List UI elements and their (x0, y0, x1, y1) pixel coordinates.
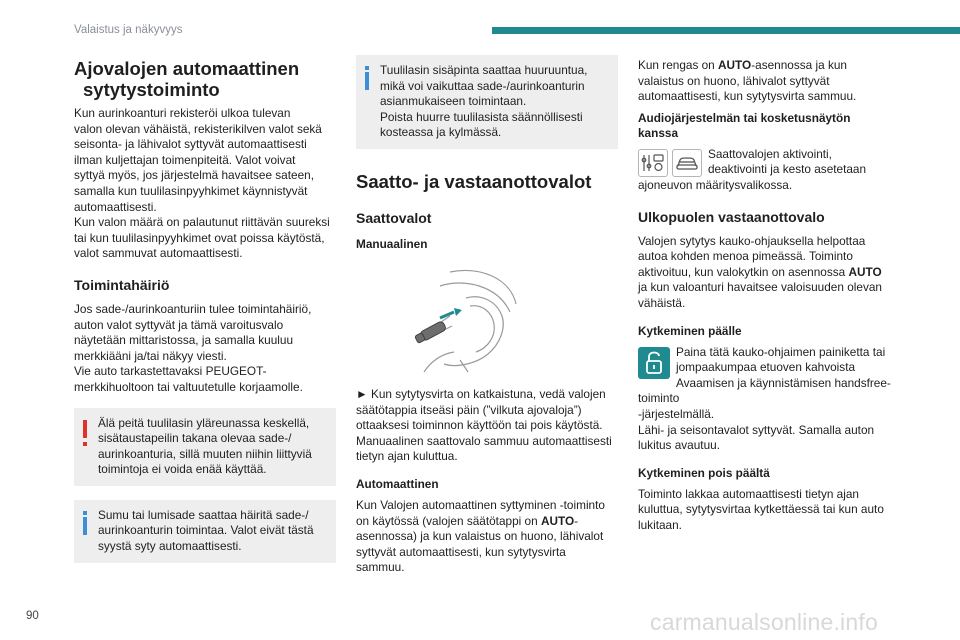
subsection-heading: Saattovalot (356, 209, 432, 226)
info-text: Tuulilasin sisäpinta saattaa huuruuntua, mikä voi vaikuttaa sade-/aurinkoanturin asianmukaiseen toimintaan. Poista huurre tuulilasista säännöllisesti kosteassa ja kylmässä. (380, 63, 588, 140)
column-right (638, 58, 900, 533)
warning-text: Älä peitä tuulilasin yläreunassa keskellä, sisätaustapeilin takana olevaa sade-/ aurinkoanturia, sillä muuten niihin liittyviä toimintoja ei voida enää käyttää. (98, 415, 312, 477)
switch-off-heading: Kytkeminen pois päältä (638, 465, 770, 480)
exterior-paragraph: Valojen sytytys kauko-ohjauksella helpottaa autoa kohden menoa pimeässä. Toiminto aktivoituu, kun valokytkin on asennossa AUTO ja kun valoanturi havaitsee valoisuuden olevan vähäistä. (638, 233, 882, 310)
switch-on-heading: Kytkeminen päälle (638, 323, 742, 338)
info-icon (83, 517, 87, 535)
malfunction-heading: Toimintahäiriö (74, 276, 170, 293)
info-box (74, 500, 336, 563)
switch-on-block (638, 345, 900, 454)
section-title (74, 58, 336, 100)
title-line-1: Ajovalojen automaattinen (74, 58, 300, 79)
manual-paragraph: ► Kun sytytysvirta on katkaistuna, vedä valojen säätötappia itseäsi päin (”vilkuta ajovaloja”) ottaaksesi toiminnon käyttöön tai pois käytöstä. Manuaalinen saattovalo sammuu automaattisesti tietyn ajan kuluttua. (356, 386, 612, 464)
switch-on-paragraph: Paina tätä kauko-ohjaimen painiketta tai jompaakumpaa etuoven kahvoista Avaamisen ja käynnistämisen handsfree-toiminto -järjestelmällä. Lähi- ja seisontavalot syttyvät. Samalla auton lukitus avautuu. (638, 344, 891, 453)
exterior-heading: Ulkopuolen vastaanottovalo (638, 208, 825, 225)
headlamp-stalk-illustration (410, 264, 518, 374)
header-accent-bar (492, 27, 960, 34)
settings-icon-group (638, 149, 702, 177)
unlock-icon (638, 347, 670, 379)
info-icon (365, 72, 369, 90)
info-text: Sumu tai lumisade saattaa häiritä sade-/ aurinkoanturin toimintaa. Valot eivät tästä syystä syty automaattisesti. (98, 507, 314, 554)
column-middle (356, 55, 618, 576)
section-title: Saatto- ja vastaanottovalot (356, 170, 592, 192)
watermark: carmanualsonline.info (650, 609, 878, 635)
warning-box (74, 408, 336, 486)
intro-paragraph: Kun aurinkoanturi rekisteröi ulkoa tulevan valon olevan vähäistä, rekisterikilven valot sekä seisonta- ja lähivalot syttyvät automaattisesti ilman kuljettajan toimenpiteitä. Valot voivat syttyä myös, jos järjestelmä havaitsee sateen, samalla kun tuulilasinpyyhkimet käynnistyvät automaattisesti. Kun valon määrä on palautunut riittävän suureksi tai kun tuulilasinpyyhkimet ovat poissa käytöstä, valot sammuvat automaattisesti. (74, 106, 330, 261)
manual-heading: Manuaalinen (356, 236, 428, 251)
vehicle-settings-icon (638, 149, 668, 177)
audio-heading: Audiojärjestelmän tai kosketusnäytön kanssa (638, 110, 851, 140)
column-left (74, 58, 336, 563)
title-line-2: sytytystoiminto (83, 79, 220, 100)
info-box (356, 55, 618, 149)
warning-icon (83, 420, 87, 438)
malfunction-paragraph: Jos sade-/aurinkoanturiin tulee toimintahäiriö, auton valot syttyvät ja tämä varoitusvalo näytetään mittaristossa, ja samalla kuuluu merkkiääni ja/tai näkyy viesti. Vie auto tarkastettavaksi PEUGEOT- merkkihuoltoon tai valtuutetulle korjaamolle. (74, 301, 312, 394)
audio-block (638, 147, 900, 194)
switch-off-paragraph: Toiminto lakkaa automaattisesti tietyn ajan kuluttua, sytytysvirtaa kytkettäessä tai kun auto lukitaan. (638, 486, 884, 532)
section-header: Valaistus ja näkyvyys (74, 24, 183, 36)
page-number: 90 (26, 610, 39, 622)
automatic-paragraph: Kun Valojen automaattinen syttyminen -toiminto on käytössä (valojen säätötappi on AUTO- asennossa) ja kun valaistus on huono, lähivalot syttyvät automaattisesti, kun sytytysvirta sammuu. (356, 497, 605, 575)
car-icon (672, 149, 702, 177)
intro-paragraph: Kun rengas on AUTO-asennossa ja kun valaistus on huono, lähivalot syttyvät automaattisesti, kun sytytysvirta sammuu. (638, 58, 857, 104)
automatic-heading: Automaattinen (356, 476, 439, 491)
audio-paragraph: Saattovalojen aktivointi, deaktivointi ja kesto asetetaan ajoneuvon määritysvalikossa. (638, 146, 867, 192)
